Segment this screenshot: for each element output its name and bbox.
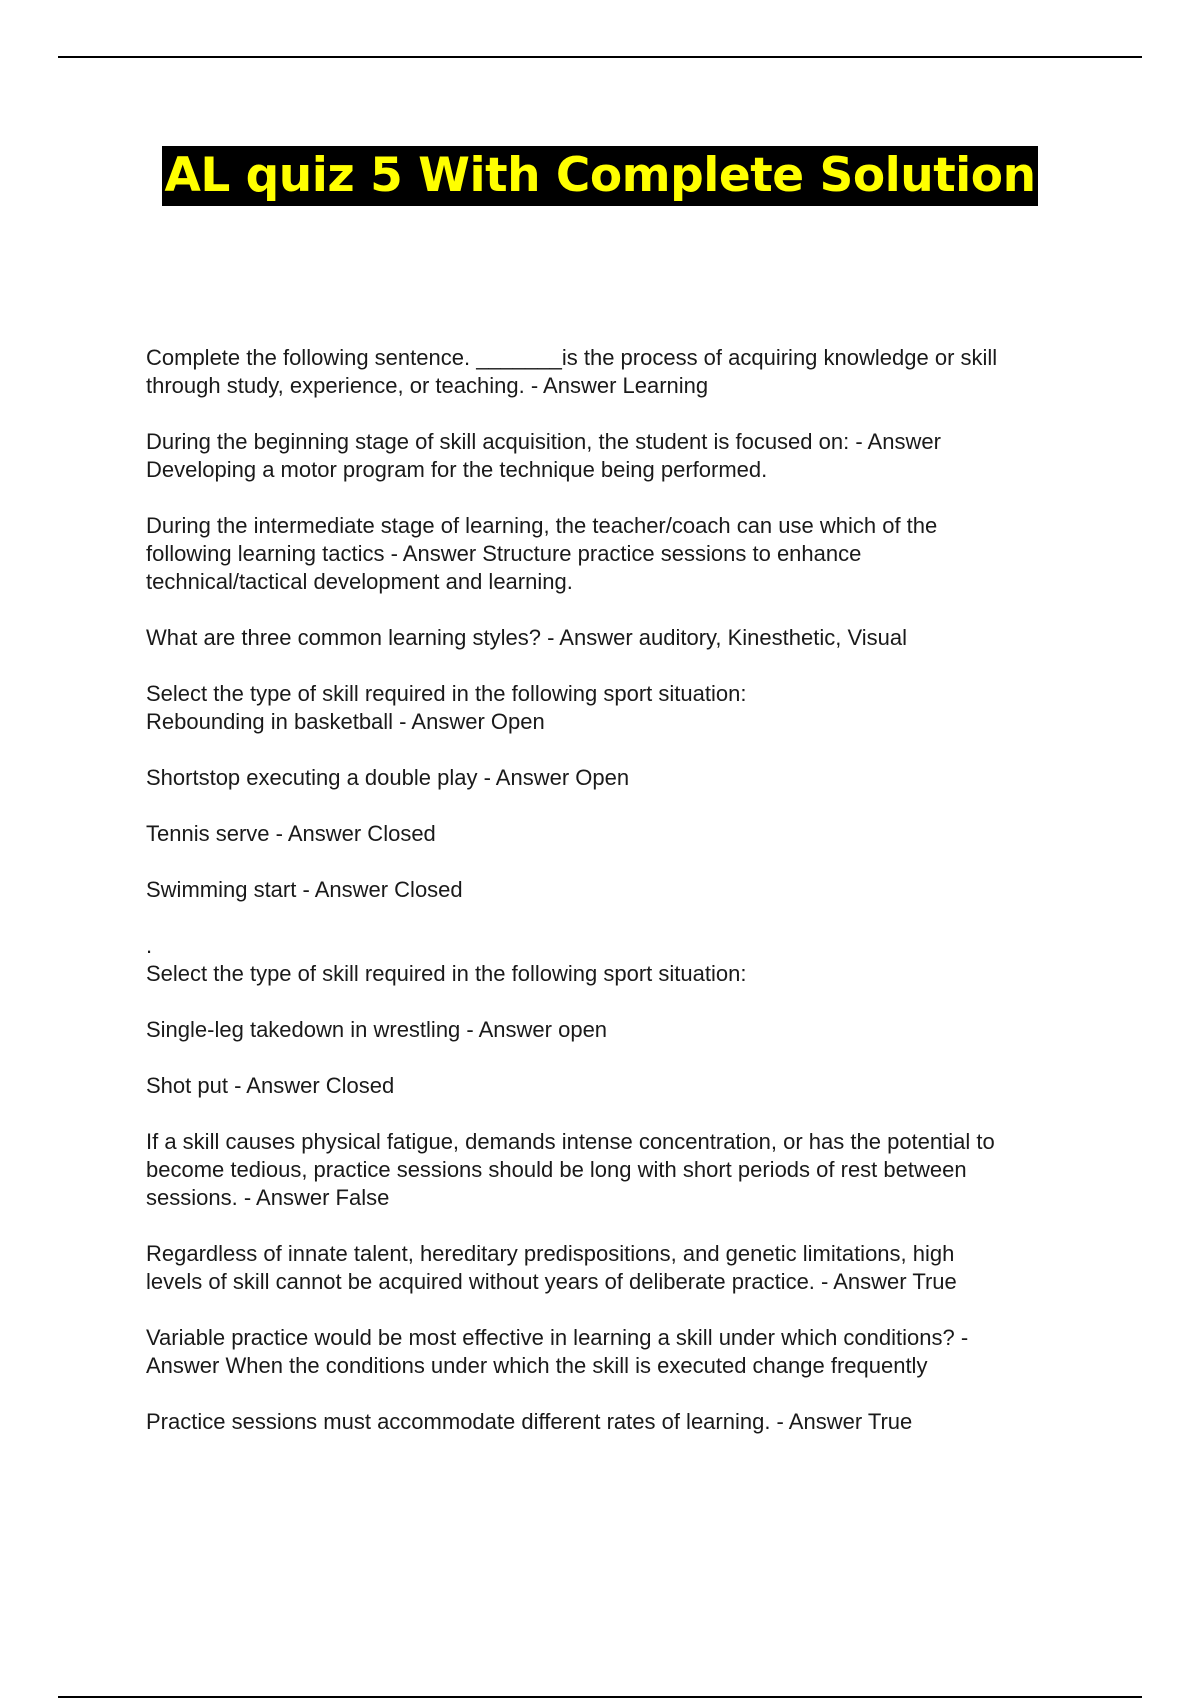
qa-block-9: . Select the type of skill required in the following sport situation: xyxy=(146,933,747,986)
qa-block-7: Tennis serve - Answer Closed xyxy=(146,821,436,846)
qa-block-12: If a skill causes physical fatigue, demands intense concentration, or has the potential to become tedious, practice sessions should be long with short periods of rest between sessions. - Answer False xyxy=(146,1129,995,1210)
qa-block-1: Complete the following sentence. _______is the process of acquiring knowledge or skill through study, experience, or teaching. - Answer Learning xyxy=(146,345,998,398)
qa-block-2: During the beginning stage of skill acquisition, the student is focused on: - Answer Developing a motor program for the technique being performed. xyxy=(146,429,941,482)
title-container xyxy=(0,146,1200,206)
qa-block-11: Shot put - Answer Closed xyxy=(146,1073,395,1098)
qa-block-13: Regardless of innate talent, hereditary predispositions, and genetic limitations, high levels of skill cannot be acquired without years of deliberate practice. - Answer True xyxy=(146,1241,957,1294)
qa-block-15: Practice sessions must accommodate different rates of learning. - Answer True xyxy=(146,1409,913,1434)
bottom-divider xyxy=(58,1696,1142,1698)
qa-block-5: Select the type of skill required in the following sport situation: Rebounding in basketball - Answer Open xyxy=(146,681,747,734)
qa-block-4: What are three common learning styles? - Answer auditory, Kinesthetic, Visual xyxy=(146,625,907,650)
document-body xyxy=(146,344,1096,1464)
qa-block-8: Swimming start - Answer Closed xyxy=(146,877,463,902)
document-title: AL quiz 5 With Complete Solution xyxy=(162,146,1037,206)
top-divider xyxy=(58,56,1142,58)
qa-block-6: Shortstop executing a double play - Answer Open xyxy=(146,765,630,790)
qa-block-10: Single-leg takedown in wrestling - Answer open xyxy=(146,1017,608,1042)
qa-block-14: Variable practice would be most effective in learning a skill under which conditions? - Answer When the conditions under which the skill is executed change frequently xyxy=(146,1325,969,1378)
qa-block-3: During the intermediate stage of learning, the teacher/coach can use which of the following learning tactics - Answer Structure practice sessions to enhance technical/tactical development and learning. xyxy=(146,513,938,594)
